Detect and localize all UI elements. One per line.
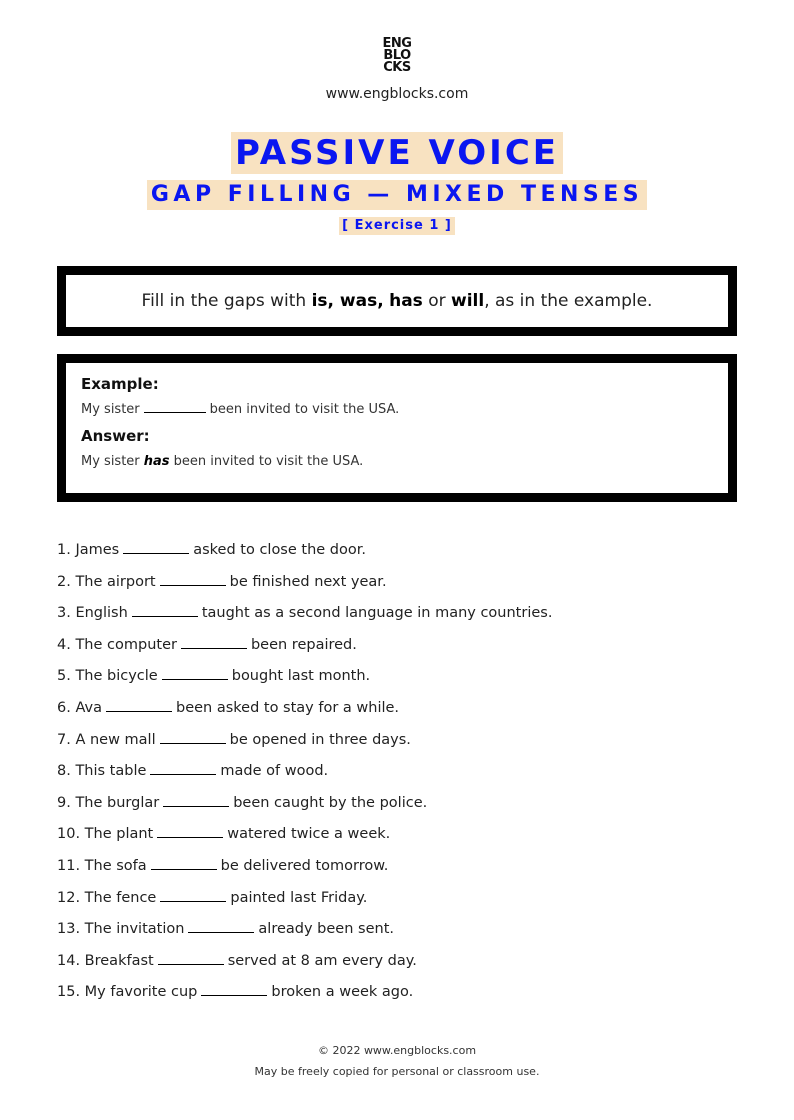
question-item: 9. The burglar been caught by the police. [57, 794, 428, 811]
instruction-word-is-was: is, was, [311, 291, 384, 311]
answer-gap[interactable] [106, 711, 172, 712]
question-item: 1. James asked to close the door. [57, 542, 366, 558]
question-item: 15. My favorite cup broken a week ago. [57, 984, 414, 1001]
question-item: 2. The airport be finished next year. [57, 573, 387, 590]
answer-gap[interactable] [150, 774, 216, 775]
instruction-text: Fill in the gaps with is, was, has or will, as in the example. [141, 291, 653, 311]
answer-gap[interactable] [160, 901, 226, 902]
exercise-label: [ Exercise 1 ] [339, 217, 455, 235]
question-item: 5. The bicycle bought last month. [57, 668, 371, 685]
instruction-box [57, 266, 737, 336]
engblocks-logo [0, 38, 794, 74]
instruction-word-has: has [389, 291, 423, 311]
example-sentence: My sister been invited to visit the USA. [81, 402, 400, 417]
example-heading: Example: [81, 375, 159, 393]
answer-gap[interactable] [188, 932, 254, 933]
answer-gap[interactable] [160, 743, 226, 744]
question-item: 10. The plant watered twice a week. [57, 826, 391, 843]
footer-note: May be freely copied for personal or classroom use. [254, 1065, 540, 1078]
answer-gap[interactable] [158, 964, 224, 965]
question-item: 8. This table made of wood. [57, 763, 329, 780]
logo-line-1: ENG [382, 36, 412, 51]
example-box [57, 354, 737, 502]
answer-word: has [143, 454, 170, 469]
question-item: 6. Ava been asked to stay for a while. [57, 699, 400, 716]
answer-heading: Answer: [81, 427, 150, 445]
answer-gap[interactable] [132, 616, 198, 617]
answer-gap[interactable] [162, 679, 228, 680]
question-item: 3. English taught as a second language in many countries. [57, 605, 553, 622]
question-item: 13. The invitation already been sent. [57, 921, 394, 938]
answer-gap[interactable] [163, 806, 229, 807]
answer-gap[interactable] [201, 995, 267, 996]
logo-line-2: BLO [383, 48, 411, 63]
answer-gap[interactable] [181, 648, 247, 649]
question-item: 12. The fence painted last Friday. [57, 889, 368, 906]
page-subtitle: GAP FILLING — MIXED TENSES [147, 180, 647, 210]
question-item: 7. A new mall be opened in three days. [57, 731, 411, 748]
question-item: 11. The sofa be delivered tomorrow. [57, 857, 389, 874]
question-list [57, 540, 737, 1014]
example-gap [144, 412, 206, 413]
answer-gap[interactable] [123, 553, 189, 554]
answer-sentence: My sister has been invited to visit the USA. [81, 454, 364, 469]
question-item: 4. The computer been repaired. [57, 636, 357, 653]
answer-gap[interactable] [160, 585, 226, 586]
answer-gap[interactable] [157, 837, 223, 838]
footer-copyright: © 2022 www.engblocks.com [317, 1044, 477, 1057]
question-item: 14. Breakfast served at 8 am every day. [57, 952, 417, 969]
site-url: www.engblocks.com [325, 86, 469, 102]
logo-line-3: CKS [383, 60, 411, 75]
page-title: PASSIVE VOICE [231, 132, 563, 174]
instruction-word-will: will [451, 291, 485, 311]
answer-gap[interactable] [151, 869, 217, 870]
